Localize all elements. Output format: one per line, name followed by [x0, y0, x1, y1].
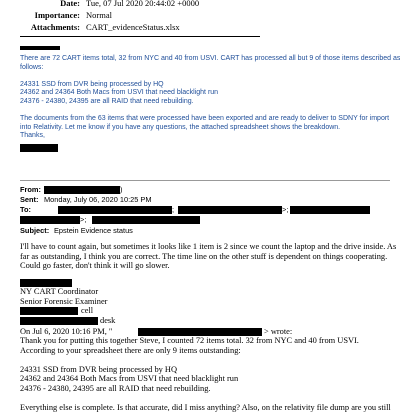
date-value: Tue, 07 Jul 2020 20:44:02 +0000 [86, 0, 200, 8]
signature-desk: desk [100, 316, 116, 325]
quoted-line: 24362 and 24364 Both Macs from USVI that need blacklight run [20, 374, 239, 384]
quoted-line: Everything else is complete. Is that accurate, did I miss anything? Also, on the relativity file dump are you still [20, 403, 391, 413]
quoted-line: According to your spreadsheet there are only 9 items outstanding: [20, 345, 241, 355]
message-line: I'll have to count again, but sometimes it looks like 1 item is 2 since we count the laptop and the drive inside. As [20, 242, 397, 251]
forward-separator [20, 180, 390, 181]
redaction-block [44, 185, 123, 194]
redaction-block [20, 279, 72, 287]
reply-line: Thanks, [20, 132, 45, 140]
reply-line: The documents from the 63 items that were processed have been exported and are ready to deliver to SDNY for import [20, 115, 390, 123]
redaction-block [138, 328, 262, 336]
reply-body [20, 55, 400, 141]
importance-label: Importance: [34, 10, 80, 20]
redaction-block [92, 216, 200, 224]
quoted-intro-suffix: > wrote: [264, 327, 293, 336]
to-separator: >; [282, 205, 289, 214]
message-line: Could go faster, don't think it will go slower. [20, 261, 170, 271]
reply-line: 24376 - 24380, 24395 are all RAID that need rebuilding. [20, 97, 194, 105]
sent-label: Sent: [20, 195, 39, 204]
quoted-line [20, 394, 391, 404]
from-close-paren: ) [120, 185, 123, 194]
reply-line: follows: [20, 63, 44, 71]
redaction-block [20, 317, 98, 325]
signature-role: Senior Forensic Examiner [20, 297, 108, 306]
subject-label: Subject: [20, 226, 50, 235]
to-separator: >; [80, 215, 87, 224]
sent-value: Monday, July 06, 2020 10:25 PM [44, 195, 152, 204]
reply-line [20, 72, 400, 81]
signature-cell: cell [81, 306, 94, 315]
quoted-line [20, 355, 391, 365]
importance-value: Normal [86, 10, 112, 20]
to-label: To: [20, 205, 31, 214]
reply-line: 24362 and 24364 Both Macs from USVI that need blacklight run [20, 89, 219, 97]
attachments-label: Attachments: [30, 22, 80, 32]
reply-line: 24331 SSD from DVR being processed by HQ [20, 80, 164, 88]
quoted-body [20, 336, 391, 413]
message-body [20, 242, 396, 271]
reply-line [20, 107, 400, 116]
header-rule [20, 36, 260, 37]
attachments-value: CART_evidenceStatus.xlsx [86, 22, 180, 32]
reply-line: into Relativity. Let me know if you have any questions, the attached spreadsheet shows the breakdown. [20, 123, 341, 131]
quoted-line: 24376 - 24380, 24395 are all RAID that need rebuilding. [20, 383, 211, 393]
quoted-line: 24331 SSD from DVR being processed by HQ [20, 364, 178, 374]
reply-line: There are 72 CART items total, 32 from NYC and 40 from USVI. CART has processed all but 9 of those items described as [20, 55, 400, 62]
redaction-block [20, 307, 78, 315]
quoted-intro-prefix: On Jul 6, 2020 10:16 PM, " [20, 327, 113, 336]
redaction-block [20, 216, 80, 224]
subject-value: Epstein Evidence status [54, 226, 133, 235]
quoted-line: Thank you for putting this together Steve, I counted 72 items total. 32 from NYC and 40 from USVI. [20, 336, 359, 345]
redaction-block [290, 206, 370, 214]
signature-title: NY CART Coordinator [20, 287, 99, 296]
from-label: From: [20, 185, 41, 194]
redaction-block [20, 46, 60, 50]
redaction-block [58, 205, 175, 214]
date-label: Date: [60, 0, 80, 8]
redaction-block [178, 206, 282, 214]
redaction-block [20, 144, 58, 152]
to-separator: ; [172, 205, 175, 214]
message-line: far as outstanding, I think you are correct. The time line on the other stuff is dependent on things cooperating. [20, 251, 388, 261]
